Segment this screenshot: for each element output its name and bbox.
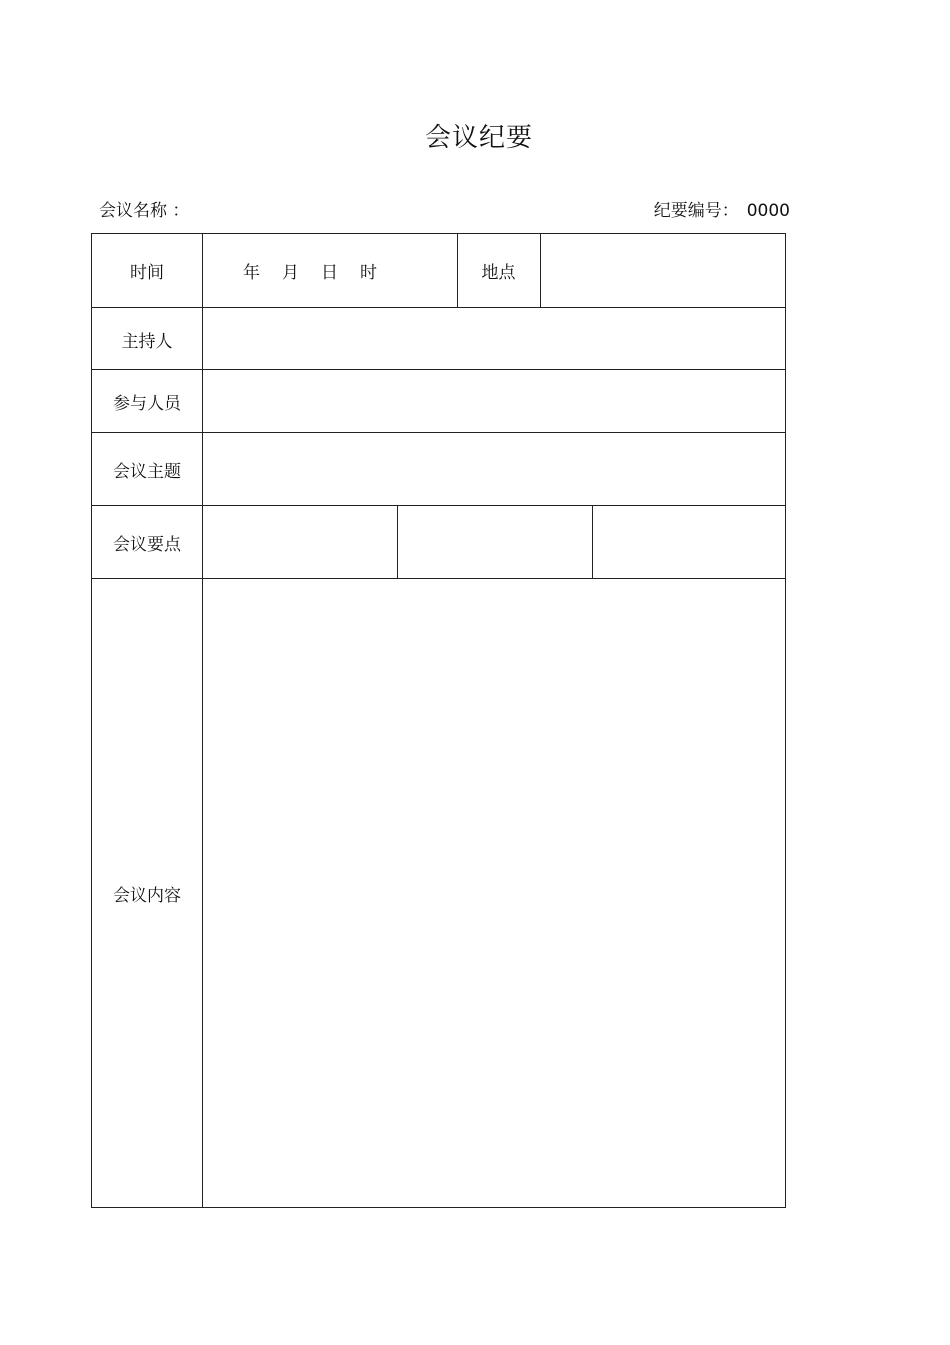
date-year: 年	[243, 263, 260, 283]
page-title: 会议纪要	[424, 123, 533, 153]
participants-label: 参与人员	[113, 394, 181, 414]
place-label: 地点	[481, 263, 516, 283]
content-label: 会议内容	[113, 886, 181, 906]
row-host	[91, 308, 786, 370]
content-field[interactable]	[203, 579, 786, 1208]
time-field[interactable]	[203, 233, 457, 308]
minutes-number-value: 0000	[746, 201, 790, 221]
row-key-points	[91, 506, 786, 579]
column-divider	[202, 233, 203, 1208]
row-divider	[91, 578, 786, 579]
participants-field[interactable]	[203, 370, 786, 433]
key-points-label: 会议要点	[113, 535, 181, 555]
row-divider	[91, 432, 786, 433]
host-label: 主持人	[121, 331, 173, 352]
minutes-table	[91, 233, 786, 1208]
date-month: 月	[282, 263, 299, 283]
column-divider	[592, 506, 593, 579]
host-field[interactable]	[203, 308, 786, 370]
row-divider	[91, 369, 786, 370]
topic-label: 会议主题	[113, 462, 181, 482]
column-divider	[540, 233, 541, 308]
minutes-number	[654, 198, 790, 224]
column-divider	[457, 233, 458, 308]
time-label: 时间	[130, 263, 164, 283]
place-field[interactable]	[540, 233, 786, 308]
row-topic	[91, 433, 786, 506]
row-divider	[91, 307, 786, 308]
date-hour: 时	[360, 263, 377, 283]
key-point-field-2[interactable]	[397, 506, 592, 579]
row-participants	[91, 370, 786, 433]
topic-field[interactable]	[203, 433, 786, 506]
row-time-place	[91, 233, 786, 308]
key-point-field-1[interactable]	[203, 506, 397, 579]
row-content	[91, 579, 786, 1208]
column-divider	[397, 506, 398, 579]
meeting-name-label: 会议名称 ：	[99, 201, 190, 221]
date-day: 日	[321, 263, 338, 283]
key-point-field-3[interactable]	[592, 506, 786, 579]
minutes-number-label: 纪要编号：	[653, 201, 739, 221]
row-divider	[91, 505, 786, 506]
